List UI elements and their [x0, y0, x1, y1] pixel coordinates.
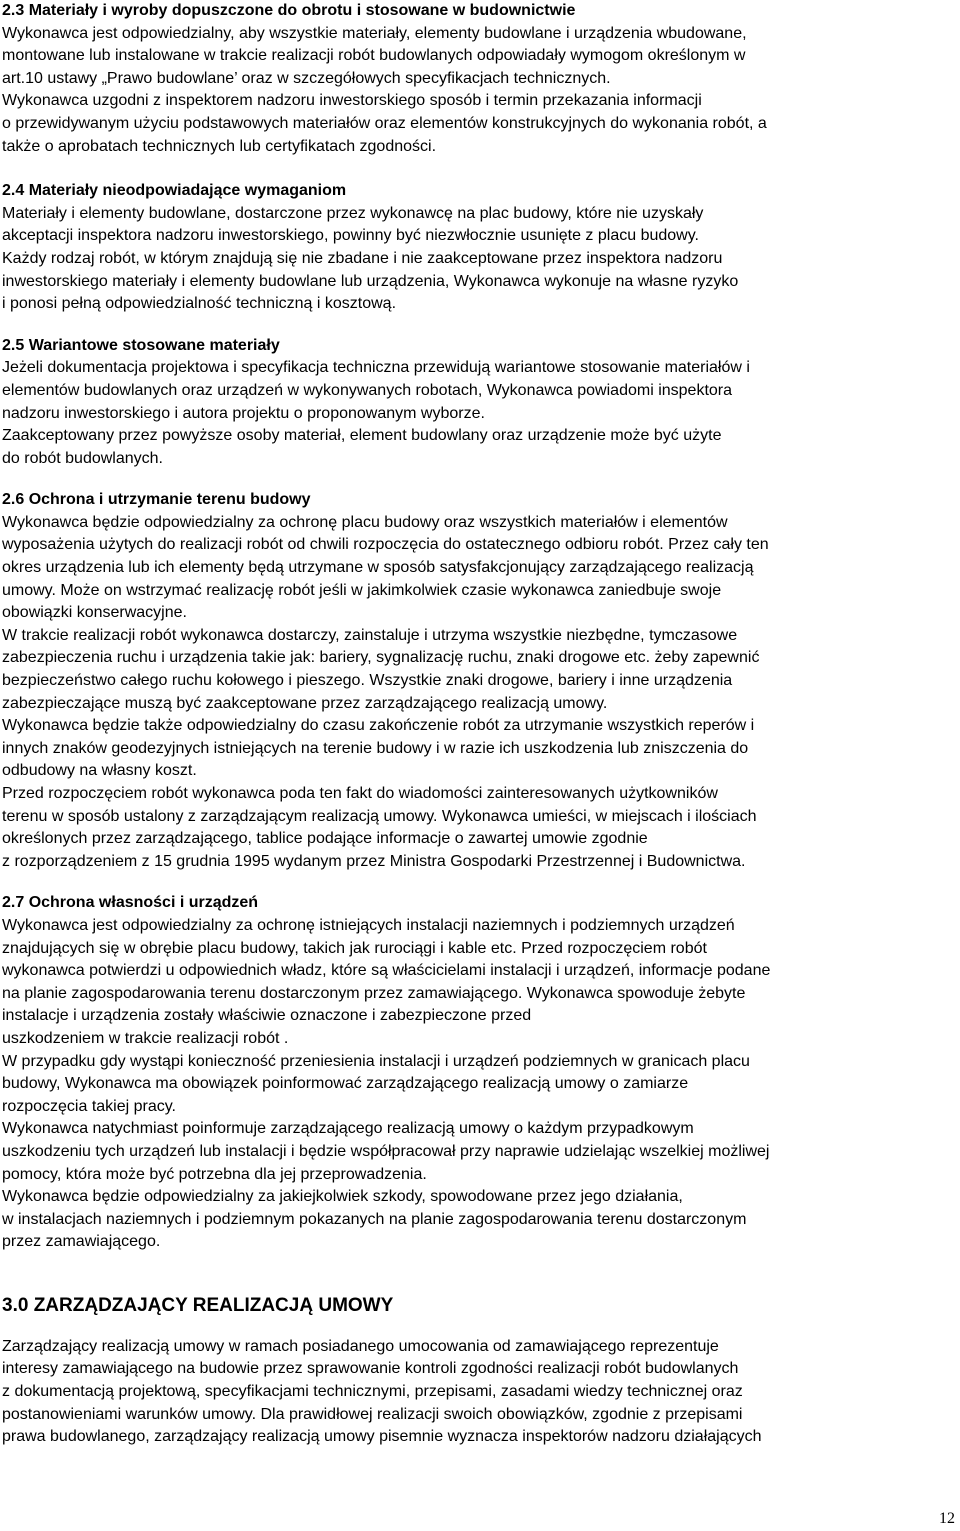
text-line: i ponosi pełną odpowiedzialność techniczną i kosztową. [2, 295, 397, 313]
text-line: przez zamawiającego. [2, 1233, 161, 1251]
text-line: rozpoczęcia takiej pracy. [2, 1097, 176, 1115]
text-line: budowy, Wykonawca ma obowiązek poinformować zarządzającego realizacją umowy o zamiarze [2, 1075, 689, 1093]
chapter-3 [2, 1292, 952, 1449]
text-line: na planie zagospodarowania terenu dostarczonym przez zamawiającego. Wykonawca spowoduje żebyte [2, 984, 746, 1002]
text-line: Wykonawca będzie także odpowiedzialny do czasu zakończenie robót za utrzymanie wszystkich reperów i [2, 717, 755, 735]
section-heading: 2.6 Ochrona i utrzymanie terenu budowy [2, 491, 311, 509]
text-line: inwestorskiego materiały i elementy budowlane lub urządzenia, Wykonawca wykonuje na własne ryzyko [2, 272, 739, 290]
text-line: uszkodzeniu tych urządzeń lub instalacji i będzie współpracował przy naprawie udzielając wszelkiej możliwej [2, 1142, 770, 1160]
text-line: instalacje i urządzenia zostały właściwie oznaczone i zabezpieczone przed [2, 1007, 532, 1025]
text-line: elementów budowlanych oraz urządzeń w wykonywanych robotach, Wykonawca powiadomi inspektora [2, 381, 733, 399]
section-paragraph [2, 203, 952, 316]
section-paragraph [2, 357, 952, 470]
text-line: umowy. Może on wstrzymać realizację robót jeśli w jakimkolwiek czasie wykonawca zaniedbuje swoje [2, 581, 722, 599]
text-line: zabezpieczenia ruchu i urządzenia takie jak: bariery, sygnalizację ruchu, znaki drogowe etc. żeby zapewnić [2, 649, 760, 667]
text-line: nadzoru inwestorskiego i autora projektu o proponowanym wyborze. [2, 404, 485, 422]
text-line: postanowieniami warunków umowy. Dla prawidłowej realizacji swoich obowiązków, zgodnie z przepisami [2, 1405, 743, 1423]
text-line: W trakcie realizacji robót wykonawca dostarczy, zainstaluje i utrzyma wszystkie niezbędne, tymczasowe [2, 626, 738, 644]
text-line: o przewidywanym użyciu podstawowych materiałów oraz elementów konstrukcyjnych do wykonania robót, a [2, 114, 767, 132]
text-line: wyposażenia użytych do realizacji robót od chwili rozpoczęcia do ostatecznego odbioru robót. Przez cały ten [2, 536, 769, 554]
section-heading: 2.5 Wariantowe stosowane materiały [2, 336, 280, 354]
text-line: uszkodzeniem w trakcie realizacji robót . [2, 1029, 289, 1047]
text-line: obowiązki konserwacyjne. [2, 604, 187, 622]
text-line: Każdy rodzaj robót, w którym znajdują się nie zbadane i nie zaakceptowane przez inspektora nadzoru [2, 249, 723, 267]
section-2-5 [2, 335, 952, 471]
chapter-paragraph [2, 1336, 952, 1449]
text-line: interesy zamawiającego na budowie przez sprawowanie kontroli zgodności realizacji robót budowlanych [2, 1360, 739, 1378]
text-line: Wykonawca natychmiast poinformuje zarządzającego realizacją umowy o każdym przypadkowym [2, 1120, 694, 1138]
text-line: określonych przez zarządzającego, tablice podające informacje o zawartej umowie zgodnie [2, 830, 648, 848]
section-heading: 2.4 Materiały nieodpowiadające wymaganiom [2, 182, 347, 200]
text-line: Wykonawca będzie odpowiedzialny za jakiejkolwiek szkody, spowodowane przez jego działania, [2, 1188, 683, 1206]
section-2-7 [2, 892, 952, 1254]
page-number: 12 [939, 1510, 955, 1527]
text-line: odbudowy na własny koszt. [2, 762, 197, 780]
text-line: terenu w sposób ustalony z zarządzającym realizacją umowy. Wykonawca umieści, w miejscach i ilościach [2, 807, 757, 825]
text-line: do robót budowlanych. [2, 449, 163, 467]
text-line: także o aprobatach technicznych lub certyfikatach zgodności. [2, 137, 437, 155]
text-line: Materiały i elementy budowlane, dostarczone przez wykonawcę na plac budowy, które nie uzyskały [2, 204, 704, 222]
section-paragraph [2, 512, 952, 874]
section-paragraph [2, 915, 952, 1254]
text-line: w instalacjach naziemnych i podziemnym pokazanych na planie zagospodarowania terenu dostarczonym [2, 1210, 747, 1228]
text-line: innych znaków geodezyjnych istniejących na terenie budowy i w razie ich uszkodzenia lub zniszczenia do [2, 739, 749, 757]
text-line: prawa budowlanego, zarządzający realizacją umowy pisemnie wyznacza inspektorów nadzoru działających [2, 1428, 762, 1446]
text-line: W przypadku gdy wystąpi konieczność przeniesienia instalacji i urządzeń podziemnych w granicach placu [2, 1052, 750, 1070]
text-line: z dokumentacją projektową, specyfikacjami technicznymi, przepisami, zasadami wiedzy technicznej oraz [2, 1383, 743, 1401]
text-line: bezpieczeństwo całego ruchu kołowego i pieszego. Wszystkie znaki drogowe, bariery i inne urządzenia [2, 672, 733, 690]
text-line: wykonawca potwierdzi u odpowiednich władz, które są właścicielami instalacji i urządzeń, informacje podane [2, 962, 771, 980]
text-line: Wykonawca uzgodni z inspektorem nadzoru inwestorskiego sposób i termin przekazania informacji [2, 92, 702, 110]
text-line: akceptacji inspektora nadzoru inwestorskiego, powinny być niezwłocznie usunięte z placu budowy. [2, 227, 699, 245]
text-line: pomocy, która może być potrzebna dla jej przeprowadzenia. [2, 1165, 427, 1183]
section-2-6 [2, 489, 952, 873]
section-heading: 2.7 Ochrona własności i urządzeń [2, 894, 259, 912]
section-2-3 [2, 0, 952, 158]
text-line: Zarządzający realizacją umowy w ramach posiadanego umocowania od zamawiającego reprezentuje [2, 1337, 719, 1355]
text-line: zabezpieczające muszą być zaakceptowane przez zarządzającego realizacją umowy. [2, 694, 608, 712]
text-line: art.10 ustawy „Prawo budowlane’ oraz w szczegółowych specyfikacjach technicznych. [2, 69, 611, 87]
document-page [2, 0, 952, 1449]
section-2-4 [2, 180, 952, 316]
text-line: z rozporządzeniem z 15 grudnia 1995 wydanym przez Ministra Gospodarki Przestrzennej i Budownictwa. [2, 852, 746, 870]
text-line: montowane lub instalowane w trakcie realizacji robót budowlanych odpowiadały wymogom określonym w [2, 47, 746, 65]
section-paragraph [2, 23, 952, 159]
text-line: okres urządzenia lub ich elementy będą utrzymane w sposób satysfakcjonujący zarządzającego realizacją [2, 559, 754, 577]
chapter-heading: 3.0 ZARZĄDZAJĄCY REALIZACJĄ UMOWY [2, 1294, 394, 1316]
text-line: Wykonawca będzie odpowiedzialny za ochronę placu budowy oraz wszystkich materiałów i elementów [2, 513, 728, 531]
text-line: znajdujących się w obrębie placu budowy, takich jak rurociągi i kable etc. Przed rozpoczęciem robót [2, 939, 707, 957]
text-line: Zaakceptowany przez powyższe osoby materiał, element budowlany oraz urządzenie może być użyte [2, 427, 722, 445]
text-line: Wykonawca jest odpowiedzialny za ochronę istniejących instalacji naziemnych i podziemnych urządzeń [2, 916, 735, 934]
text-line: Jeżeli dokumentacja projektowa i specyfikacja techniczna przewidują wariantowe stosowanie materiałów i [2, 359, 750, 377]
section-heading: 2.3 Materiały i wyroby dopuszczone do obrotu i stosowane w budownictwie [2, 2, 576, 19]
text-line: Przed rozpoczęciem robót wykonawca poda ten fakt do wiadomości zainteresowanych użytkowników [2, 785, 718, 802]
text-line: Wykonawca jest odpowiedzialny, aby wszystkie materiały, elementy budowlane i urządzenia wbudowane, [2, 24, 747, 42]
